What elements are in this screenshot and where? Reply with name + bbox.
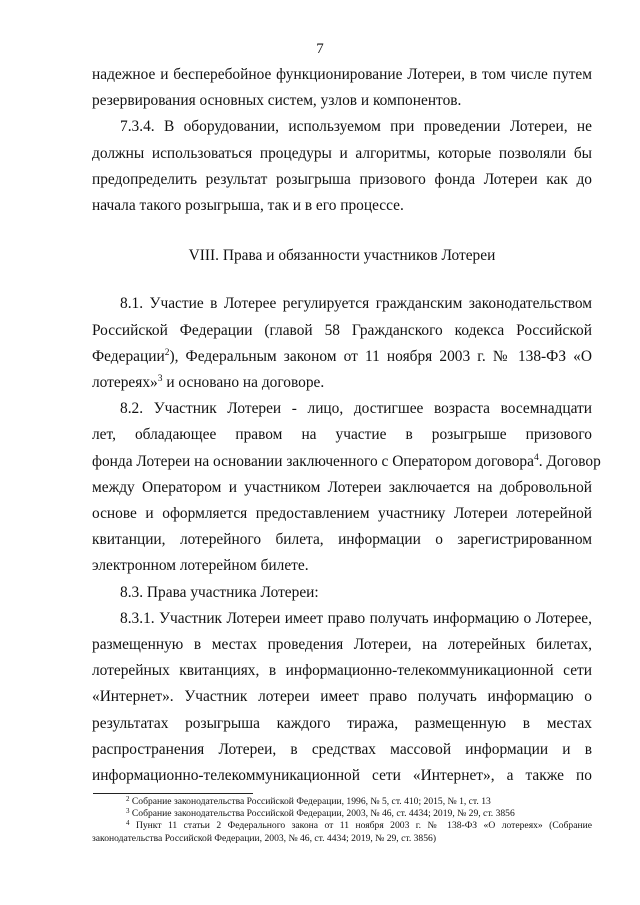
footnote-number: 2 bbox=[126, 795, 130, 803]
text-line: начала такого розыгрыша, так и в его процессе. bbox=[92, 197, 404, 215]
page-number: 7 bbox=[316, 41, 324, 57]
text-line: между Оператором и участником Лотереи заключается на добровольной bbox=[92, 478, 592, 496]
footnote-number: 3 bbox=[126, 807, 130, 816]
text-line: размещенную в местах проведения Лотереи, на лотерейных билетах, bbox=[92, 636, 592, 654]
text-fragment: и основано на договоре. bbox=[162, 374, 325, 392]
text-line bbox=[92, 449, 601, 475]
text-line: предопределить результат розыгрыша призового фонда Лотереи как до bbox=[92, 170, 592, 188]
footnotes bbox=[92, 796, 592, 845]
text-line: 8.3. Права участника Лотереи: bbox=[120, 583, 319, 601]
text-line: 8.3.1. Участник Лотереи имеет право получать информацию о Лотерее, bbox=[120, 609, 592, 627]
text-line: Российской Федерации (главой 58 Гражданского кодекса Российской bbox=[92, 321, 592, 339]
footnote-3 bbox=[92, 808, 592, 820]
footnote-text: Пункт 11 статьи 2 Федерального закона от 11 ноября 2003 г. № 138-ФЗ «О лотереях» (Собрание bbox=[129, 820, 592, 832]
text-line: основе и оформляется предоставлением участнику Лотереи лотерейной bbox=[92, 505, 592, 523]
footnote-4 bbox=[92, 820, 592, 832]
text-line: лет, обладающее правом на участие в розыгрыше призового bbox=[92, 426, 592, 444]
text-fragment: лотереях» bbox=[92, 374, 158, 392]
text-line: информационно-телекоммуникационной сети «Интернет», а также по bbox=[92, 767, 592, 785]
text-fragment: . Договор bbox=[538, 452, 601, 470]
text-line bbox=[92, 370, 592, 396]
footnote-divider bbox=[93, 793, 253, 794]
body-text bbox=[92, 62, 601, 789]
footnote-ref: 2 bbox=[164, 347, 170, 358]
text-line: «Интернет». Участник лотереи имеет право получать информацию о bbox=[92, 688, 592, 706]
text-line: резервирования основных систем, узлов и компонентов. bbox=[92, 92, 462, 110]
footnote-number: 4 bbox=[126, 819, 130, 828]
footnote-text: Собрание законодательства Российской Федерации, 2003, № 46, ст. 4434; 2019, № 29, ст. 3856 bbox=[129, 808, 515, 820]
text-fragment: ), Федеральным законом от 11 ноября 2003 г. № 138-ФЗ «О bbox=[169, 347, 592, 365]
text-line: 8.2. Участник Лотереи - лицо, достигшее возраста восемнадцати bbox=[120, 400, 592, 418]
text-fragment: фонда Лотереи на основании заключенного с Оператором договора bbox=[92, 452, 534, 470]
text-fragment: Федерации bbox=[92, 347, 165, 365]
text-line: результатах розыгрыша каждого тиража, размещенную в местах bbox=[92, 714, 592, 732]
text-line bbox=[92, 344, 592, 370]
footnote-ref: 3 bbox=[157, 374, 163, 385]
footnote-2 bbox=[92, 796, 592, 808]
section-heading: VIII. Права и обязанности участников Лотереи bbox=[188, 247, 496, 265]
text-line: надежное и бесперебойное функционирование Лотереи, в том числе путем bbox=[92, 66, 592, 83]
text-line: электронном лотерейном билете. bbox=[92, 557, 309, 575]
footnote-ref: 4 bbox=[533, 452, 539, 463]
text-line: квитанции, лотерейного билета, информации о зарегистрированном bbox=[92, 531, 592, 549]
footnote-4-continuation: законодательства Российской Федерации, 2003, № 46, ст. 4434; 2019, № 29, ст. 3856) bbox=[92, 832, 437, 844]
text-line: 8.1. Участие в Лотерее регулируется гражданским законодательством bbox=[120, 295, 592, 313]
text-line: лотерейных квитанциях, в информационно-телекоммуникационной сети bbox=[92, 662, 592, 680]
footnote-text: Собрание законодательства Российской Федерации, 1996, № 5, ст. 410; 2015, № 1, ст. 13 bbox=[129, 796, 491, 807]
text-line: должны использоваться процедуры и алгоритмы, которые позволяли бы bbox=[92, 144, 592, 162]
text-line: распространения Лотереи, в средствах массовой информации и в bbox=[92, 740, 592, 758]
text-line: 7.3.4. В оборудовании, используемом при проведении Лотереи, не bbox=[120, 118, 592, 136]
